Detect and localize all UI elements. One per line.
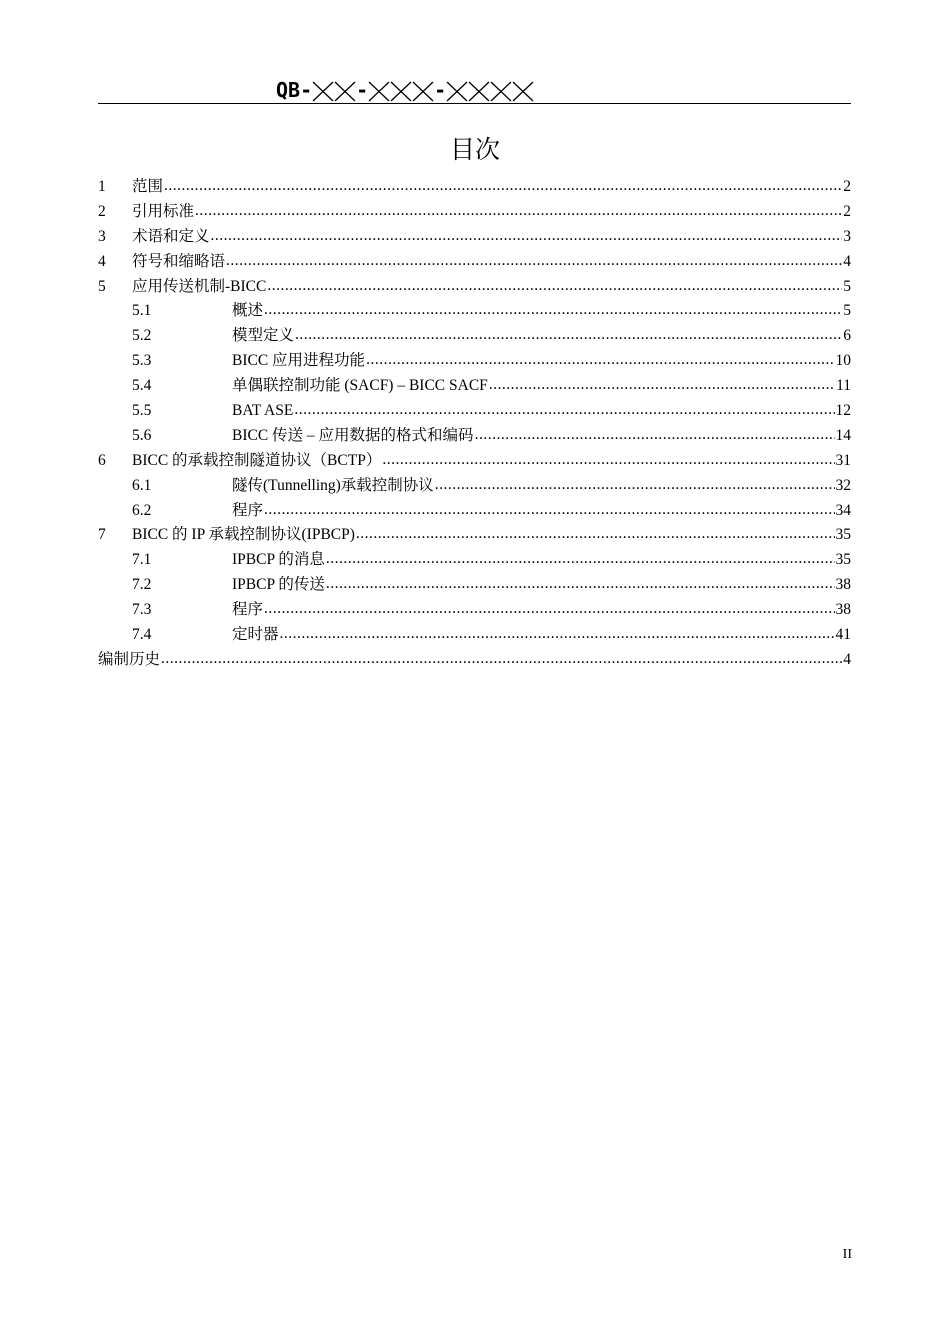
toc-entry[interactable] bbox=[98, 324, 851, 349]
placeholder-x-icon bbox=[412, 78, 434, 103]
toc-entry-number: 6 bbox=[98, 451, 106, 469]
placeholder-x-icon bbox=[390, 78, 412, 103]
toc-entry[interactable] bbox=[98, 573, 851, 598]
toc-entry-page: 4 bbox=[843, 650, 851, 668]
toc-entry[interactable] bbox=[98, 474, 851, 499]
toc-entry-page: 32 bbox=[835, 476, 851, 494]
toc-entry-title: 隧传(Tunnelling)承载控制协议 bbox=[232, 476, 434, 494]
doc-code-prefix: QB- bbox=[276, 78, 313, 102]
toc-entry[interactable] bbox=[98, 449, 851, 474]
toc-entry-number: 6.2 bbox=[132, 501, 152, 519]
placeholder-x-icon bbox=[490, 78, 512, 103]
toc-entry-page: 10 bbox=[835, 352, 851, 370]
toc-entry-page: 12 bbox=[835, 402, 851, 420]
toc-entry-title: BAT ASE bbox=[232, 402, 294, 420]
toc-leader-dots bbox=[195, 199, 842, 224]
toc-leader-dots bbox=[435, 473, 835, 498]
toc-leader-dots bbox=[295, 323, 842, 348]
toc-entry-page: 34 bbox=[835, 501, 851, 519]
toc-leader-dots bbox=[164, 174, 842, 199]
toc-entry-number: 1 bbox=[98, 178, 106, 195]
toc-entry-number: 5.3 bbox=[132, 352, 152, 370]
toc-entry[interactable] bbox=[98, 200, 851, 225]
toc-entry-title: 符号和缩略语 bbox=[132, 252, 226, 270]
toc-entry-page: 2 bbox=[843, 202, 851, 220]
toc-entry-title: IPBCP 的消息 bbox=[232, 551, 325, 569]
toc-entry-title: BICC 传送 – 应用数据的格式和编码 bbox=[232, 426, 474, 444]
toc-entry-title: 概述 bbox=[232, 302, 264, 320]
toc-entry-number: 5.5 bbox=[132, 402, 152, 420]
placeholder-x-icon bbox=[446, 78, 468, 103]
toc-entry-number: 5.2 bbox=[132, 327, 152, 345]
toc-entry-number: 4 bbox=[98, 252, 106, 270]
toc-leader-dots bbox=[326, 572, 835, 597]
toc-leader-dots bbox=[264, 498, 834, 523]
toc-entry-title: 引用标准 bbox=[132, 202, 195, 220]
toc-entry[interactable] bbox=[98, 499, 851, 524]
toc-leader-dots bbox=[356, 522, 835, 547]
table-of-contents bbox=[98, 175, 851, 673]
toc-leader-dots bbox=[226, 249, 842, 274]
toc-entry[interactable] bbox=[98, 648, 851, 673]
toc-entry-page: 5 bbox=[843, 277, 851, 295]
toc-entry-number: 5 bbox=[98, 277, 106, 295]
toc-entry-title: 程序 bbox=[232, 501, 264, 519]
toc-entry-number: 5.1 bbox=[132, 302, 152, 320]
toc-entry[interactable] bbox=[98, 299, 851, 324]
toc-entry[interactable] bbox=[98, 225, 851, 250]
toc-entry[interactable] bbox=[98, 349, 851, 374]
toc-entry-title: BICC 的承载控制隧道协议（BCTP） bbox=[132, 451, 382, 469]
toc-entry-title: IPBCP 的传送 bbox=[232, 576, 325, 594]
toc-entry-title: 程序 bbox=[232, 601, 264, 619]
toc-leader-dots bbox=[264, 597, 834, 622]
toc-entry-number: 3 bbox=[98, 227, 106, 245]
toc-leader-dots bbox=[489, 373, 835, 398]
toc-leader-dots bbox=[264, 298, 842, 323]
toc-entry-page: 14 bbox=[835, 426, 851, 444]
toc-entry[interactable] bbox=[98, 424, 851, 449]
toc-leader-dots bbox=[366, 348, 834, 373]
toc-entry-number: 7.4 bbox=[132, 626, 152, 644]
doc-code-separator: - bbox=[356, 78, 369, 102]
toc-entry[interactable] bbox=[98, 175, 851, 200]
toc-entry-title: 模型定义 bbox=[232, 327, 295, 345]
toc-entry-title: 定时器 bbox=[232, 626, 279, 644]
toc-leader-dots bbox=[326, 547, 835, 572]
toc-entry-title: 单偶联控制功能 (SACF) – BICC SACF bbox=[232, 377, 488, 395]
toc-entry-title: 术语和定义 bbox=[132, 227, 210, 245]
toc-entry-page: 38 bbox=[835, 601, 851, 619]
toc-entry-page: 41 bbox=[835, 626, 851, 644]
placeholder-x-icon bbox=[468, 78, 490, 103]
toc-entry-number: 7 bbox=[98, 526, 106, 544]
page-header bbox=[98, 78, 851, 104]
toc-entry-title: 范围 bbox=[132, 178, 164, 195]
toc-entry-page: 35 bbox=[835, 526, 851, 544]
toc-entry[interactable] bbox=[98, 623, 851, 648]
toc-entry[interactable] bbox=[98, 399, 851, 424]
toc-leader-dots bbox=[475, 423, 835, 448]
toc-entry-number: 2 bbox=[98, 202, 106, 220]
placeholder-x-icon bbox=[368, 78, 390, 103]
toc-entry-page: 5 bbox=[843, 302, 851, 320]
toc-entry[interactable] bbox=[98, 523, 851, 548]
document-code bbox=[276, 78, 534, 103]
toc-entry-title: 应用传送机制-BICC bbox=[132, 277, 267, 295]
toc-entry-title: BICC 的 IP 承载控制协议(IPBCP) bbox=[132, 526, 355, 544]
toc-leader-dots bbox=[280, 622, 835, 647]
toc-entry-page: 3 bbox=[843, 227, 851, 245]
doc-code-separator: - bbox=[434, 78, 447, 102]
toc-entry-number: 7.3 bbox=[132, 601, 152, 619]
toc-entry-number: 5.4 bbox=[132, 377, 152, 395]
toc-title: 目次 bbox=[449, 135, 500, 164]
toc-entry-title: BICC 应用进程功能 bbox=[232, 352, 366, 370]
toc-entry[interactable] bbox=[98, 275, 851, 300]
toc-entry[interactable] bbox=[98, 250, 851, 275]
toc-entry-page: 31 bbox=[835, 451, 851, 469]
toc-leader-dots bbox=[382, 448, 834, 473]
toc-leader-dots bbox=[294, 398, 834, 423]
placeholder-x-icon bbox=[312, 78, 334, 103]
toc-entry-page: 2 bbox=[843, 178, 851, 195]
toc-leader-dots bbox=[211, 224, 843, 249]
toc-entry-number: 7.1 bbox=[132, 551, 152, 569]
toc-entry[interactable] bbox=[98, 548, 851, 573]
toc-entry-page: 4 bbox=[843, 252, 851, 270]
footer-page-number: II bbox=[842, 1247, 852, 1262]
toc-entry-title: 编制历史 bbox=[98, 650, 161, 668]
toc-entry-page: 35 bbox=[835, 551, 851, 569]
toc-entry-number: 5.6 bbox=[132, 426, 152, 444]
toc-leader-dots bbox=[267, 274, 842, 299]
toc-entry-number: 7.2 bbox=[132, 576, 152, 594]
toc-entry[interactable] bbox=[98, 374, 851, 399]
toc-entry[interactable] bbox=[98, 598, 851, 623]
placeholder-x-icon bbox=[512, 78, 534, 103]
toc-leader-dots bbox=[161, 647, 842, 672]
toc-entry-page: 11 bbox=[836, 377, 851, 395]
toc-entry-page: 38 bbox=[835, 576, 851, 594]
toc-entry-number: 6.1 bbox=[132, 476, 152, 494]
toc-entry-page: 6 bbox=[843, 327, 851, 345]
placeholder-x-icon bbox=[334, 78, 356, 103]
